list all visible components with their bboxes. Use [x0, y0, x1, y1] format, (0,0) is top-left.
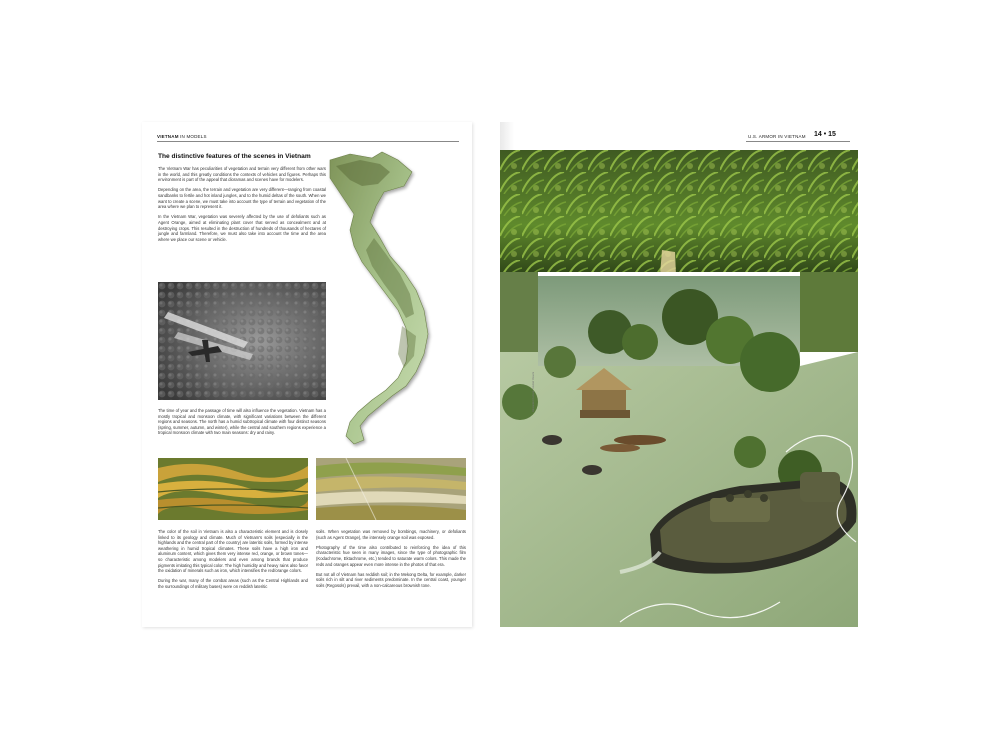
defoliation-aerial-photo — [158, 282, 326, 400]
running-head-right: U.S. ARMOR IN VIETNAM — [748, 134, 806, 139]
photo-credit: Alexander Cocoza · Hunter Ossom — [532, 371, 535, 412]
left-page — [142, 122, 472, 627]
header-rule — [157, 141, 459, 142]
jungle-vegetation-photo — [500, 150, 858, 275]
paragraph: In the Vietnam War, vegetation was severely affected by the use of defoliants such as Agent Orange, aimed at eliminating plant cover that served as concealment and at destroying crops. This resulted in the destruction of hundreds of thousands of hectares of jungle and farmland. Therefore, we must also take into account the time and the area where we place our scene or vehicle. — [158, 214, 326, 242]
paragraph: During the war, many of the combat areas (such as the Central Highlands and the surroundings of military bases) were on reddish lateritic — [158, 578, 308, 589]
paragraph: The Vietnam War has peculiarities of vegetation and terrain very different from other wars in the world, and this greatly conditions the contexts of vehicles and figures. Perhaps this environment is part of the appeal that dioramas and scenes have for modelers. — [158, 166, 326, 183]
paragraph: Depending on the area, the terrain and vegetation are very different—ranging from coastal sandbanks to fertile and hot inland jungles, and to the humid deltas of the south. When we want to create a scene, we must take into account the type of terrain and vegetation of the area where we plan to represent it. — [158, 187, 326, 210]
rice-terraces-photo-1 — [158, 458, 308, 520]
section-heading: The distinctive features of the scenes in Vietnam — [158, 153, 311, 160]
hovercraft-diorama-photo — [500, 272, 858, 627]
soil-text-col1 — [158, 529, 308, 594]
rice-terraces-photo-2 — [316, 458, 466, 520]
paragraph: Photography of the time also contributed to reinforcing the idea of this characteristic hue seen in many images, since the type of photographic film (Kodachrome, Ektachrome, etc.) tended to saturate warm colors. This made the reds and oranges appear even more intense in the photos of that era. — [316, 544, 466, 567]
running-head-left: VIETNAM IN MODELS — [157, 134, 207, 139]
right-page — [500, 122, 858, 627]
intro-text — [158, 166, 326, 247]
climate-text — [158, 408, 326, 441]
soil-text-col2 — [316, 529, 466, 593]
paragraph: soils. When vegetation was removed by bombings, machinery, or defoliants (such as Agent Orange), the intensely orange soil was exposed. — [316, 529, 466, 540]
paragraph: The time of year and the passage of time will also influence the vegetation. Vietnam has a mostly tropical and monsoon climate, with significant variations between the different regions and seasons. The north has a humid subtropical climate with four distinct seasons (spring, summer, autumn, and winter), while the central and southern regions experience a tropical monsoon climate with two main seasons: dry and rainy. — [158, 408, 326, 436]
header-rule — [746, 141, 850, 142]
paragraph: The color of the soil in Vietnam is also a characteristic element and is closely linked to its geology and climate. Much of Vietnam's soils (especially in the highlands and the central part of the country) are lateritic soils, formed by intense weathering in humid tropical climates. These soils have a high iron and aluminum content, which gives them very intense red, orange, or brown tones—so characteristic among modelers and even among brands that produce pigments imitating this typical color. The high humidity and heavy rains also favor the oxidation of minerals such as iron, which intensifies the red/orange colors. — [158, 529, 308, 574]
vietnam-relief-map — [320, 150, 450, 450]
page-numbers: 14 • 15 — [814, 131, 836, 138]
paragraph: But not all of Vietnam has reddish soil; in the Mekong Delta, for example, darker soils rich in silt and river sediments predominate. In the central coast, younger soils (Regosols) prevail, with a non-calcareous brownish tone. — [316, 571, 466, 588]
